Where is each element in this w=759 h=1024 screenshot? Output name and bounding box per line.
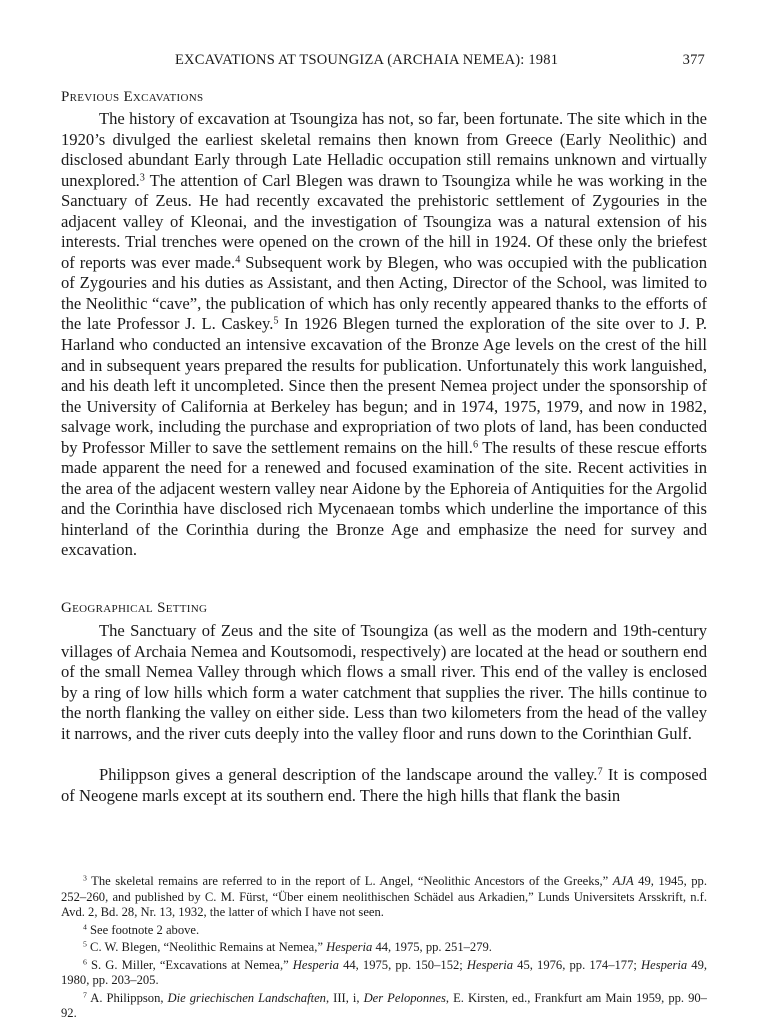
text-run: Philippson gives a general description of the landscape around the valley. [99,765,598,784]
footnote-marker: 6 [83,957,87,967]
text-run: The results of these rescue efforts made apparent the need for a renewed and focused examination of the site. Recent activities in the area of the adjacent western valley near Aidone by the Ephoreia of Antiquities for the Argolid and the Corinthia have disclosed rich Mycenaean tombs which underline the importance of this hinterland of the Corinthia during the Bronze Age and emphasize the need for survey and excavation. [61,437,707,560]
footnote-marker: 3 [83,873,87,883]
footnote-marker: 6 [472,439,479,451]
paragraph-geographical-setting-2 [61,765,707,806]
italic-title: Hesperia [326,940,373,954]
footnote-6 [61,958,707,989]
italic-title: Der Peloponnes [363,990,446,1005]
text-run: 45, 1976, pp. 174–177; [513,957,642,972]
page-number: 377 [682,52,705,68]
text-run: The attention of Carl Blegen was drawn to Tsoungiza while he was working in the Sanctuary of Zeus. He had recently excavated the prehistoric settlement of Zygouries in the adjacent valley of Kleonai, and the investigation of Tsoungiza was a natural extension of his interests. Trial trenches were opened on the crown of the hill in 1924. Of these only the briefest of reports was ever made. [61,170,707,272]
italic-title: Hesperia [292,957,339,972]
footnote-marker: 3 [139,171,145,183]
text-run: The history of excavation at Tsoungiza has not, so far, been fortunate. The site which in the 1920’s divulged the earliest skeletal remains then known from Greece (Early Neolithic) and disclosed abundant Early through Late Helladic occupation still remains unknown and virtually unexplored. [61,109,707,190]
footnote-marker: 7 [83,990,87,1000]
text-run: See footnote 2 above. [86,922,200,937]
section-heading-geographical-setting: Geographical Setting [61,600,208,616]
footnotes [61,874,707,1024]
text-run: A. Philippson, [86,990,168,1005]
text-run: 44, 1975, pp. 251–279. [372,940,492,954]
text-run: C. W. Blegen, “Neolithic Remains at Nemea,” [86,940,327,954]
text-run: , E. Kirsten, ed., Frankfurt am Main 1959, pp. 90–92. [61,990,707,1020]
italic-title: Hesperia [466,957,514,972]
text-run: It is composed of Neogene marls except at its southern end. There the high hills that flank the basin [61,765,707,805]
footnote-4 [61,923,707,939]
footnote-marker: 5 [273,315,279,327]
running-title: EXCAVATIONS AT TSOUNGIZA (ARCHAIA NEMEA): 1981 [175,52,559,68]
text-run: In 1926 Blegen turned the exploration of the site over to J. P. Harland who conducted an intensive excavation of the Bronze Age levels on the crest of the hill and in subsequent years prepared the results for publication. Unfortunately this work languished, and his death left it uncompleted. Since then the present Nemea project under the sponsorship of the University of California at Berkeley has begun; and in 1974, 1975, 1979, and now in 1982, salvage work, including the purchase and expropriation of two plots of land, has been conducted by Professor Miller to save the settlement remains on the hill. [61,314,707,457]
footnote-marker: 4 [235,254,241,266]
footnote-7 [61,991,707,1022]
text-run: Subsequent work by Blegen, who was occupied with the publication of Zygouries and his duties as Assistant, and then Acting, Director of the School, was limited to the Neolithic “cave”, the publication of which has only recently appeared thanks to the efforts of the late Professor J. L. Caskey. [61,252,707,334]
section-heading-previous-excavations: Previous Excavations [61,89,204,105]
text-run: 44, 1975, pp. 150–152; [338,957,467,972]
footnote-marker: 4 [83,922,87,932]
italic-title: Die griechischen Landschaften [167,990,326,1005]
italic-title: AJA [612,874,634,888]
text-run: S. G. Miller, “Excavations at Nemea,” [86,957,293,972]
footnote-3 [61,874,707,921]
footnote-marker: 7 [597,766,603,778]
text-run: The Sanctuary of Zeus and the site of Tsoungiza (as well as the modern and 19th-century villages of Archaia Nemea and Koutsomodi, respectively) are located at the head or southern end of the small Nemea Valley through which flows a small river. This end of the valley is enclosed by a ring of low hills which form a water catchment that supplies the river. The hills continue to the north flanking the valley on either side. Less than two kilometers from the head of the valley it narrows, and the river cuts deeply into the valley floor and runs down to the Corinthian Gulf. [61,621,707,743]
text-run: 49, 1945, pp. 252–260, and published by C. M. Fürst, “Über einem neolithischen Schädel aus Arkadien,” Lunds Universitets Arsskrift, n.f. Avd. 2, Bd. 28, Nr. 13, 1932, the latter of which I have not seen. [61,874,707,919]
footnote-5 [61,940,707,956]
running-head [61,52,707,74]
footnote-marker: 5 [83,939,87,949]
text-run: The skeletal remains are referred to in the report of L. Angel, “Neolithic Ancestors of the Greeks,” [86,874,613,888]
italic-title: Hesperia [641,957,688,972]
text-run: 49, 1980, pp. 203–205. [61,957,708,987]
text-run: , III, i, [325,990,364,1005]
paragraph-geographical-setting-1 [61,621,707,744]
paragraph-previous-excavations [61,109,707,561]
